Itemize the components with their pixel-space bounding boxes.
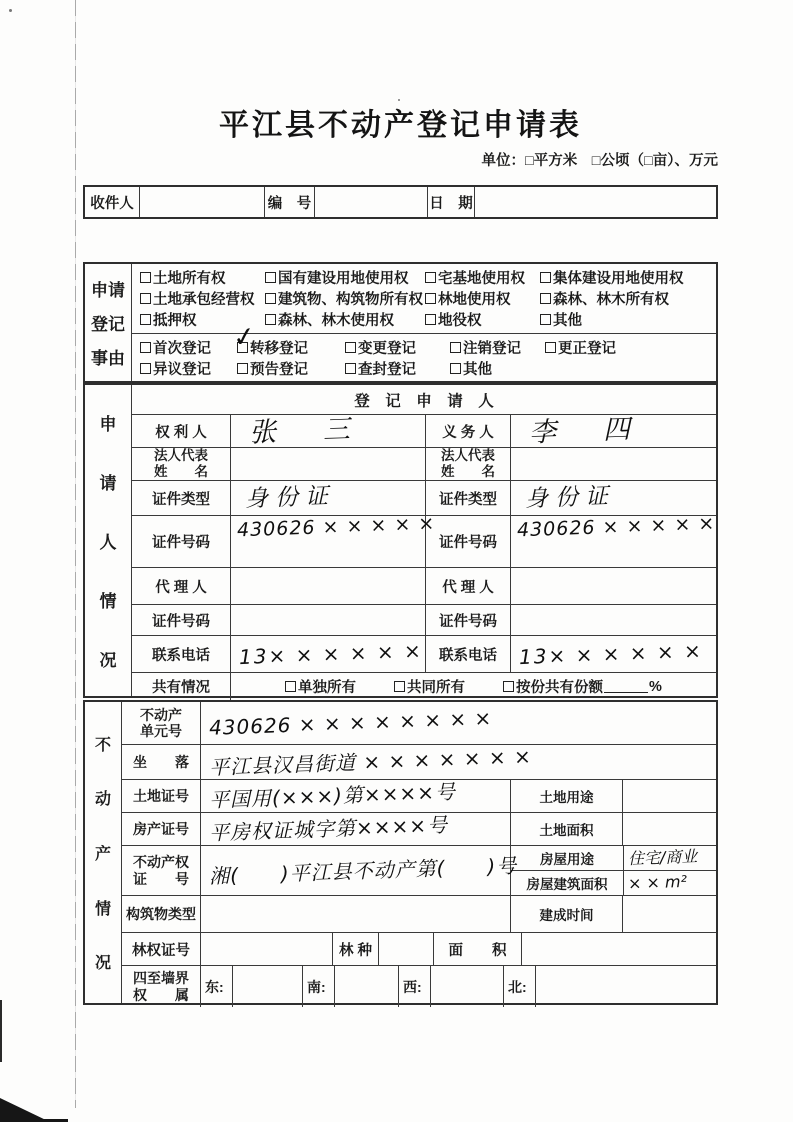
forest-area-value <box>521 933 716 965</box>
house-area-subrow <box>511 870 716 895</box>
checkbox-icon <box>540 293 551 304</box>
checkbox-icon <box>285 681 296 692</box>
applicant-info-table <box>83 383 718 698</box>
house-cert-row <box>122 812 716 845</box>
legal-rep-label-left: 法人代表 姓 名 <box>154 448 208 479</box>
checkbox-share-ownership: 按份共有份额 % <box>503 676 662 697</box>
checkbox-first-registration: 首次登记 <box>140 337 237 358</box>
obligor-label: 义 务 人 <box>425 415 510 447</box>
id-type-label-right: 证件类型 <box>425 481 510 515</box>
checkbox-icon <box>265 314 276 325</box>
build-time-value <box>622 896 716 932</box>
house-cert-value: 平房权证城字第××××号 <box>200 813 510 845</box>
checkbox-icon <box>265 293 276 304</box>
agent-row <box>132 567 716 604</box>
house-area-label: 房屋建筑面积 <box>526 877 608 892</box>
apply-reason-side-label: 申请 登记 事由 <box>85 264 132 381</box>
north-value <box>535 966 716 1007</box>
date-label: 日 期 <box>427 187 474 217</box>
land-cert-value: 平国用(×××)第××××号 <box>200 780 510 812</box>
checkbox-other-registration: 其他 <box>450 358 492 379</box>
legal-rep-value-left <box>230 448 425 480</box>
unit-number-label: 不动产 单元号 <box>140 706 182 739</box>
forest-cert-value <box>200 933 332 965</box>
checkbox-other-right: 其他 <box>540 309 582 330</box>
checkbox-icon <box>237 363 248 374</box>
scan-edge-mark <box>0 1000 2 1062</box>
estate-cert-value: 湘( )平江县不动产第( )号 <box>200 846 510 895</box>
checkbox-forest-use: 森林、林木使用权 <box>265 309 425 330</box>
checkbox-homestead-use: 宅基地使用权 <box>425 267 540 288</box>
ownership-label: 共有情况 <box>152 680 210 696</box>
phone-label-right: 联系电话 <box>425 636 510 672</box>
structure-type-row <box>122 895 716 932</box>
location-row <box>122 744 716 779</box>
east-label: 东: <box>200 966 232 1007</box>
checkbox-icon <box>345 342 356 353</box>
estate-info-table <box>83 700 718 1005</box>
land-use-value <box>622 780 716 812</box>
phone-value-left: 13× × × × × × <box>230 636 425 672</box>
phone-value-right: 13× × × × × × <box>510 636 716 672</box>
apply-reason-table <box>83 262 718 383</box>
agent-id-value-left <box>230 605 425 635</box>
east-value <box>232 966 302 1007</box>
registration-applicant-header: 登 记 申 请 人 <box>354 392 494 410</box>
checkbox-mortgage: 抵押权 <box>140 309 265 330</box>
scan-speck <box>9 9 12 12</box>
checkbox-icon <box>425 314 436 325</box>
forest-kind-value <box>378 933 433 965</box>
checkbox-building-ownership: 建筑物、构筑物所有权 <box>265 288 425 309</box>
id-type-value-left: 身份证 <box>230 481 425 515</box>
estate-cert-row <box>122 845 716 895</box>
land-cert-row <box>122 779 716 812</box>
id-number-row <box>132 512 716 567</box>
obligor-value: 李 四 <box>510 415 716 447</box>
checkbox-land-ownership: 土地所有权 <box>140 267 265 288</box>
checkbox-icon <box>425 293 436 304</box>
id-number-value-right: 430626 × × × × × <box>510 516 716 567</box>
unit-note: 单位：□平方米 □公顷（□亩）、万元 <box>481 153 718 169</box>
legal-rep-label-right: 法人代表 姓 名 <box>425 448 510 480</box>
id-type-label-left: 证件类型 <box>152 491 210 508</box>
boundary-row <box>122 965 716 1007</box>
share-percent-blank <box>604 680 648 693</box>
right-holder-value: 张 三 <box>230 415 425 447</box>
checkbox-forest-ownership: 森林、林木所有权 <box>540 288 669 309</box>
phone-row <box>132 635 716 672</box>
west-value <box>430 966 503 1007</box>
checkbox-cancel-registration: 注销登记 <box>450 337 545 358</box>
checkbox-icon <box>345 363 356 374</box>
location-value: 平江县汉昌街道 × × × × × × × <box>200 745 716 779</box>
agent-id-value-right <box>510 605 716 635</box>
checkbox-collective-construction-land: 集体建设用地使用权 <box>540 267 684 288</box>
land-use-label: 土地用途 <box>510 780 622 812</box>
forest-cert-row <box>122 932 716 965</box>
checkbox-icon <box>540 272 551 283</box>
checkbox-icon <box>394 681 405 692</box>
checkbox-icon <box>450 342 461 353</box>
south-value <box>334 966 398 1007</box>
land-area-label: 土地面积 <box>510 813 622 845</box>
build-time-label: 建成时间 <box>510 896 622 932</box>
north-label: 北: <box>503 966 535 1007</box>
ownership-options <box>230 673 716 700</box>
id-type-row <box>132 480 716 515</box>
checkbox-icon <box>140 342 151 353</box>
house-use-label: 房屋用途 <box>540 852 594 867</box>
house-area-value: × × m² <box>623 871 716 895</box>
applicant-side-label: 申 请 人 情 况 <box>85 385 132 696</box>
south-label: 南: <box>302 966 334 1007</box>
checkbox-objection-registration: 异议登记 <box>140 358 237 379</box>
recipient-value-cell <box>139 187 264 217</box>
checkbox-icon <box>140 314 151 325</box>
land-cert-label: 土地证号 <box>133 788 189 804</box>
checkbox-transfer-registration-checked: 转移登记 ✓ <box>230 320 308 357</box>
checkbox-icon <box>545 342 556 353</box>
receipt-table <box>83 185 718 219</box>
legal-rep-row <box>132 447 716 480</box>
recipient-label: 收件人 <box>90 195 134 212</box>
agent-label-left: 代 理 人 <box>155 579 207 596</box>
legal-rep-value-right <box>510 448 716 480</box>
checkbox-icon <box>540 314 551 325</box>
checkbox-advance-notice-registration: 预告登记 <box>237 358 345 379</box>
holder-row <box>132 414 716 447</box>
estate-side-label: 不 动 产 情 况 <box>85 702 122 1003</box>
checkbox-icon <box>265 272 276 283</box>
checkbox-change-registration: 变更登记 <box>345 337 450 358</box>
ownership-row <box>132 672 716 700</box>
agent-value-left <box>230 568 425 604</box>
scan-fold-line <box>75 0 76 1108</box>
rights-checkbox-group <box>132 264 716 334</box>
agent-label-right: 代 理 人 <box>425 568 510 604</box>
checkbox-icon <box>140 293 151 304</box>
checkbox-easement: 地役权 <box>425 309 540 330</box>
forest-area-label: 面 积 <box>433 933 521 965</box>
forest-cert-label: 林权证号 <box>132 942 190 959</box>
house-use-value: 住宅/商业 <box>623 846 716 870</box>
checkbox-correction-registration: 更正登记 <box>545 337 616 358</box>
form-title: 平江县不动产登记申请表 <box>219 109 582 142</box>
id-number-label-right: 证件号码 <box>425 516 510 567</box>
number-value-cell <box>314 187 427 217</box>
house-cert-label: 房产证号 <box>133 821 189 837</box>
right-holder-label: 权 利 人 <box>155 424 207 441</box>
number-label: 编 号 <box>264 187 314 217</box>
checkbox-land-contract: 土地承包经营权 <box>140 288 265 309</box>
estate-cert-label: 不动产权 证 号 <box>133 854 189 887</box>
land-area-value <box>622 813 716 845</box>
house-use-subrow <box>511 846 716 870</box>
forest-kind-label: 林 种 <box>332 933 378 965</box>
checkbox-icon <box>140 272 151 283</box>
id-number-value-left: 430626 × × × × × <box>230 516 425 567</box>
id-number-label-left: 证件号码 <box>152 535 210 551</box>
agent-id-label-left: 证件号码 <box>152 613 210 630</box>
agent-id-label-right: 证件号码 <box>425 605 510 635</box>
checkbox-icon <box>140 363 151 374</box>
handwritten-checkmark: ✓ <box>230 320 258 355</box>
checkbox-forestland-use: 林地使用权 <box>425 288 540 309</box>
checkbox-seizure-registration: 查封登记 <box>345 358 450 379</box>
checkbox-icon <box>450 363 461 374</box>
phone-label-left: 联系电话 <box>152 647 210 664</box>
agent-value-right <box>510 568 716 604</box>
checkbox-sole-ownership: 单独所有 <box>285 676 356 697</box>
checkbox-state-construction-land: 国有建设用地使用权 <box>265 267 425 288</box>
unit-number-value: 430626 × × × × × × × × <box>200 702 716 744</box>
structure-type-value <box>200 896 510 932</box>
location-label: 坐 落 <box>133 754 189 770</box>
agent-id-row <box>132 604 716 635</box>
boundary-label: 四至墙界 权 属 <box>133 970 189 1003</box>
date-value-cell <box>474 187 716 217</box>
structure-type-label: 构筑物类型 <box>126 906 196 922</box>
checkbox-icon <box>425 272 436 283</box>
checkbox-joint-ownership: 共同所有 <box>394 676 465 697</box>
west-label: 西: <box>398 966 430 1007</box>
id-type-value-right: 身份证 <box>510 481 716 515</box>
checkbox-icon <box>503 681 514 692</box>
unit-number-row <box>122 702 716 744</box>
